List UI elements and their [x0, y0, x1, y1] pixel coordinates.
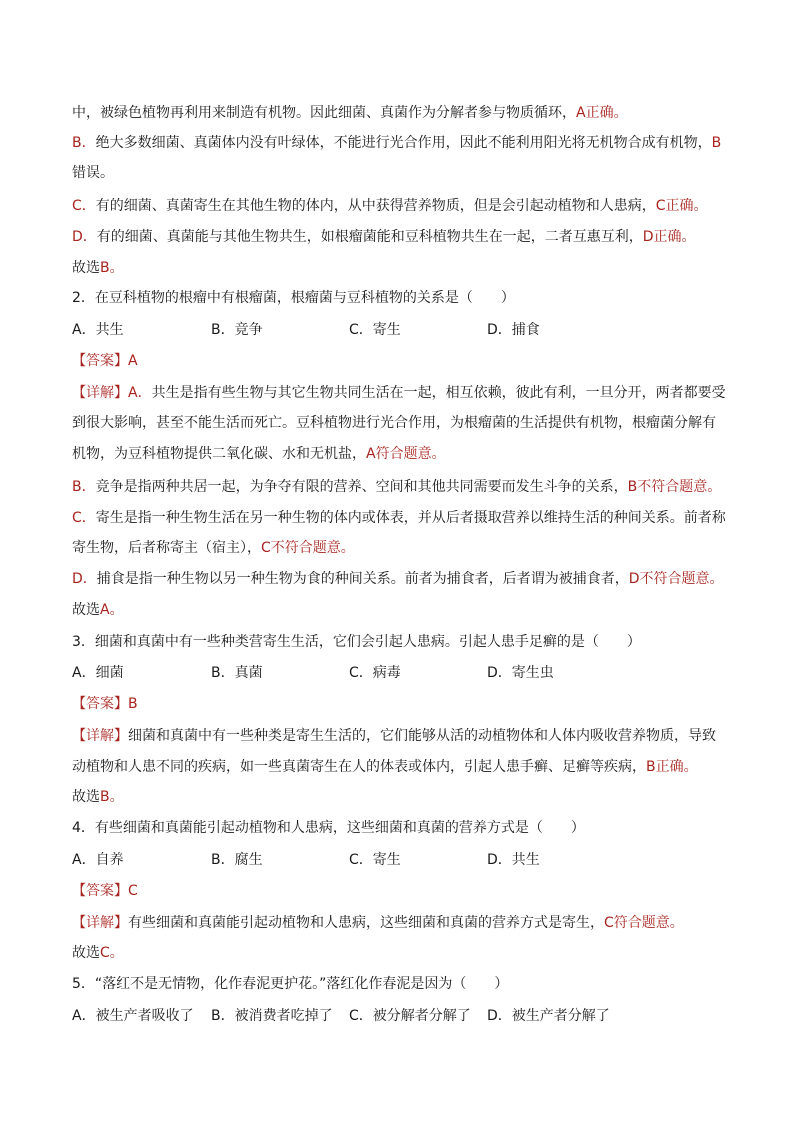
q2-detail-b: B．竞争是指两种共居一起，为争夺有限的营养、空间和其他共同需要而发生斗争的关系，B不符合题意。 [72, 479, 722, 495]
q5-option-b: B．被消费者吃掉了 [211, 1008, 333, 1024]
q4-choose: 故选C。 [72, 945, 124, 961]
q2-option-c: C．寄生 [349, 322, 401, 338]
q2-option-a: A．共生 [72, 322, 124, 338]
q5-option-a: A．被生产者吸收了 [72, 1008, 194, 1024]
q2-detail-a-cont2: 机物，为豆科植物提供二氧化碳、水和无机盐，A符合题意。 [72, 446, 446, 462]
q2-answer: 【答案】A [72, 353, 138, 369]
intro-option-b-cont: 错误。 [72, 165, 114, 181]
q3-option-b: B．真菌 [211, 665, 263, 681]
intro-answer: 故选B。 [72, 260, 124, 276]
q3-stem: 3．细菌和真菌中有一些种类营寄生生活，它们会引起人患病。引起人患手足癣的是（ ） [72, 634, 641, 650]
intro-option-c: C．有的细菌、真菌寄生在其他生物的体内，从中获得营养物质，但是会引起动植物和人患病，C正确。 [72, 198, 708, 214]
intro-option-b: B．绝大多数细菌、真菌体内没有叶绿体，不能进行光合作用，因此不能利用阳光将无机物合成有机物，B [72, 135, 722, 151]
q2-option-d: D．捕食 [487, 322, 540, 338]
q4-option-c: C．寄生 [349, 852, 401, 868]
q4-option-d: D．共生 [487, 852, 540, 868]
q2-detail-a-cont1: 到很大影响，甚至不能生活而死亡。豆科植物进行光合作用，为根瘤菌的生活提供有机物，根瘤菌分解有 [72, 415, 716, 431]
q5-option-d: D．被生产者分解了 [487, 1008, 610, 1024]
q3-answer: 【答案】B [72, 696, 138, 712]
intro-option-d: D．有的细菌、真菌能与其他生物共生，如根瘤菌能和豆科植物共生在一起，二者互惠互利，D正确。 [72, 229, 696, 245]
q2-detail-a: 【详解】A．共生是指有些生物与其它生物共同生活在一起，相互依赖，彼此有利，一旦分开，两者都要受 [72, 385, 726, 401]
q2-detail-c-cont: 寄生物，后者称寄主（宿主），C不符合题意。 [72, 540, 355, 556]
q5-stem: 5．“落红不是无情物，化作春泥更护花。”落红化作春泥是因为（ ） [72, 976, 509, 992]
q5-option-c: C．被分解者分解了 [349, 1008, 471, 1024]
q3-option-d: D．寄生虫 [487, 665, 554, 681]
q4-detail: 【详解】有些细菌和真菌能引起动植物和人患病，这些细菌和真菌的营养方式是寄生，C符合题意。 [72, 915, 684, 931]
q2-stem: 2．在豆科植物的根瘤中有根瘤菌，根瘤菌与豆科植物的关系是（ ） [72, 290, 515, 306]
q3-option-c: C．病毒 [349, 665, 401, 681]
q4-answer: 【答案】C [72, 883, 138, 899]
intro-line-1: 中，被绿色植物再利用来制造有机物。因此细菌、真菌作为分解者参与物质循环，A正确。 [72, 105, 628, 121]
q3-option-a: A．细菌 [72, 665, 124, 681]
q4-option-a: A．自养 [72, 852, 124, 868]
q3-detail-cont: 动植物和人患不同的疾病，如一些真菌寄生在人的体表或体内，引起人患手癣、足癣等疾病，B正确。 [72, 759, 698, 775]
q4-stem: 4．有些细菌和真菌能引起动植物和人患病，这些细菌和真菌的营养方式是（ ） [72, 820, 585, 836]
q2-detail-d: D．捕食是指一种生物以另一种生物为食的种间关系。前者为捕食者，后者谓为被捕食者，D不符合题意。 [72, 571, 724, 587]
q3-choose: 故选B。 [72, 789, 124, 805]
q4-option-b: B．腐生 [211, 852, 263, 868]
q3-detail: 【详解】细菌和真菌中有一些种类是寄生生活的，它们能够从活的动植物体和人体内吸收营养物质，导致 [72, 728, 716, 744]
q2-detail-c: C．寄生是指一种生物生活在另一种生物的体内或体表，并从后者摄取营养以维持生活的种间关系。前者称 [72, 510, 726, 526]
q2-choose: 故选A。 [72, 602, 124, 618]
q2-option-b: B．竞争 [211, 322, 263, 338]
